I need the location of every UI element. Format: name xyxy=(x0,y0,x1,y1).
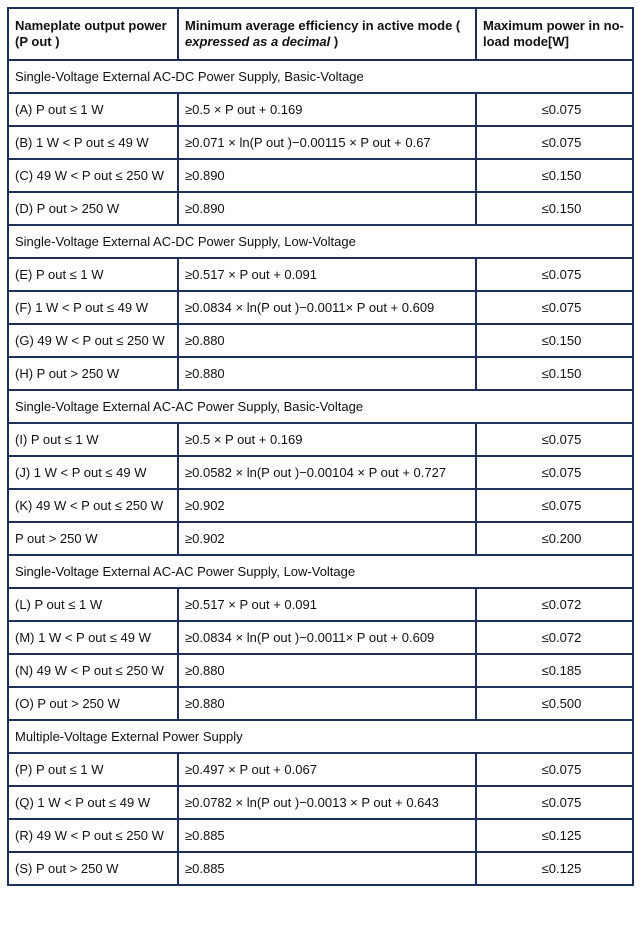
table-row xyxy=(8,588,633,621)
group-title: Single-Voltage External AC-AC Power Supply, Low-Voltage xyxy=(8,555,633,588)
power-range-cell: (M) 1 W < P out ≤ 49 W xyxy=(8,621,178,654)
efficiency-cell: ≥0.885 xyxy=(178,819,476,852)
table-row xyxy=(8,258,633,291)
efficiency-cell: ≥0.902 xyxy=(178,489,476,522)
noload-power-cell: ≤0.075 xyxy=(476,423,633,456)
noload-power-cell: ≤0.075 xyxy=(476,291,633,324)
group-title: Single-Voltage External AC-AC Power Supply, Basic-Voltage xyxy=(8,390,633,423)
power-range-cell: (D) P out > 250 W xyxy=(8,192,178,225)
noload-power-cell: ≤0.075 xyxy=(476,126,633,159)
noload-power-cell: ≤0.125 xyxy=(476,852,633,885)
table-row xyxy=(8,126,633,159)
group-title: Single-Voltage External AC-DC Power Supply, Low-Voltage xyxy=(8,225,633,258)
efficiency-cell: ≥0.885 xyxy=(178,852,476,885)
noload-power-cell: ≤0.075 xyxy=(476,753,633,786)
power-range-cell: P out > 250 W xyxy=(8,522,178,555)
header-power: Nameplate output power (P out ) xyxy=(8,8,178,60)
group-title: Multiple-Voltage External Power Supply xyxy=(8,720,633,753)
noload-power-cell: ≤0.075 xyxy=(476,456,633,489)
efficiency-cell: ≥0.497 × P out + 0.067 xyxy=(178,753,476,786)
efficiency-cell: ≥0.5 × P out + 0.169 xyxy=(178,93,476,126)
noload-power-cell: ≤0.072 xyxy=(476,588,633,621)
table-row xyxy=(8,456,633,489)
efficiency-cell: ≥0.880 xyxy=(178,687,476,720)
power-range-cell: (F) 1 W < P out ≤ 49 W xyxy=(8,291,178,324)
header-noload: Maximum power in no-load mode[W] xyxy=(476,8,633,60)
table-row xyxy=(8,621,633,654)
power-range-cell: (L) P out ≤ 1 W xyxy=(8,588,178,621)
efficiency-cell: ≥0.517 × P out + 0.091 xyxy=(178,588,476,621)
noload-power-cell: ≤0.075 xyxy=(476,93,633,126)
table-row xyxy=(8,687,633,720)
table-row xyxy=(8,654,633,687)
noload-power-cell: ≤0.150 xyxy=(476,324,633,357)
efficiency-cell: ≥0.071 × ln(P out )−0.00115 × P out + 0.67 xyxy=(178,126,476,159)
group-header-row xyxy=(8,390,633,423)
noload-power-cell: ≤0.125 xyxy=(476,819,633,852)
noload-power-cell: ≤0.072 xyxy=(476,621,633,654)
noload-power-cell: ≤0.150 xyxy=(476,192,633,225)
efficiency-cell: ≥0.0834 × ln(P out )−0.0011× P out + 0.609 xyxy=(178,621,476,654)
group-header-row xyxy=(8,60,633,93)
efficiency-cell: ≥0.880 xyxy=(178,324,476,357)
power-range-cell: (J) 1 W < P out ≤ 49 W xyxy=(8,456,178,489)
noload-power-cell: ≤0.075 xyxy=(476,489,633,522)
table-row xyxy=(8,489,633,522)
efficiency-cell: ≥0.880 xyxy=(178,357,476,390)
noload-power-cell: ≤0.185 xyxy=(476,654,633,687)
table-row xyxy=(8,291,633,324)
header-efficiency: Minimum average efficiency in active mode ( expressed as a decimal ) xyxy=(178,8,476,60)
efficiency-cell: ≥0.517 × P out + 0.091 xyxy=(178,258,476,291)
table-row xyxy=(8,324,633,357)
efficiency-table xyxy=(7,7,634,886)
noload-power-cell: ≤0.075 xyxy=(476,786,633,819)
power-range-cell: (H) P out > 250 W xyxy=(8,357,178,390)
power-range-cell: (O) P out > 250 W xyxy=(8,687,178,720)
efficiency-cell: ≥0.902 xyxy=(178,522,476,555)
efficiency-cell: ≥0.890 xyxy=(178,159,476,192)
table-row xyxy=(8,93,633,126)
power-range-cell: (E) P out ≤ 1 W xyxy=(8,258,178,291)
table-row xyxy=(8,159,633,192)
noload-power-cell: ≤0.500 xyxy=(476,687,633,720)
power-range-cell: (R) 49 W < P out ≤ 250 W xyxy=(8,819,178,852)
power-range-cell: (K) 49 W < P out ≤ 250 W xyxy=(8,489,178,522)
table-row xyxy=(8,192,633,225)
power-range-cell: (G) 49 W < P out ≤ 250 W xyxy=(8,324,178,357)
power-range-cell: (A) P out ≤ 1 W xyxy=(8,93,178,126)
power-range-cell: (B) 1 W < P out ≤ 49 W xyxy=(8,126,178,159)
table-row xyxy=(8,786,633,819)
efficiency-cell: ≥0.0834 × ln(P out )−0.0011× P out + 0.609 xyxy=(178,291,476,324)
table-row xyxy=(8,423,633,456)
group-header-row xyxy=(8,555,633,588)
power-range-cell: (P) P out ≤ 1 W xyxy=(8,753,178,786)
power-range-cell: (N) 49 W < P out ≤ 250 W xyxy=(8,654,178,687)
power-range-cell: (I) P out ≤ 1 W xyxy=(8,423,178,456)
power-range-cell: (S) P out > 250 W xyxy=(8,852,178,885)
header-row xyxy=(8,8,633,60)
table-row xyxy=(8,753,633,786)
table-row xyxy=(8,522,633,555)
efficiency-cell: ≥0.0782 × ln(P out )−0.0013 × P out + 0.643 xyxy=(178,786,476,819)
table-row xyxy=(8,852,633,885)
power-range-cell: (C) 49 W < P out ≤ 250 W xyxy=(8,159,178,192)
power-range-cell: (Q) 1 W < P out ≤ 49 W xyxy=(8,786,178,819)
group-title: Single-Voltage External AC-DC Power Supply, Basic-Voltage xyxy=(8,60,633,93)
noload-power-cell: ≤0.200 xyxy=(476,522,633,555)
table-row xyxy=(8,357,633,390)
group-header-row xyxy=(8,225,633,258)
efficiency-cell: ≥0.5 × P out + 0.169 xyxy=(178,423,476,456)
efficiency-cell: ≥0.880 xyxy=(178,654,476,687)
group-header-row xyxy=(8,720,633,753)
efficiency-cell: ≥0.890 xyxy=(178,192,476,225)
noload-power-cell: ≤0.150 xyxy=(476,357,633,390)
noload-power-cell: ≤0.150 xyxy=(476,159,633,192)
table-row xyxy=(8,819,633,852)
efficiency-cell: ≥0.0582 × ln(P out )−0.00104 × P out + 0.727 xyxy=(178,456,476,489)
noload-power-cell: ≤0.075 xyxy=(476,258,633,291)
